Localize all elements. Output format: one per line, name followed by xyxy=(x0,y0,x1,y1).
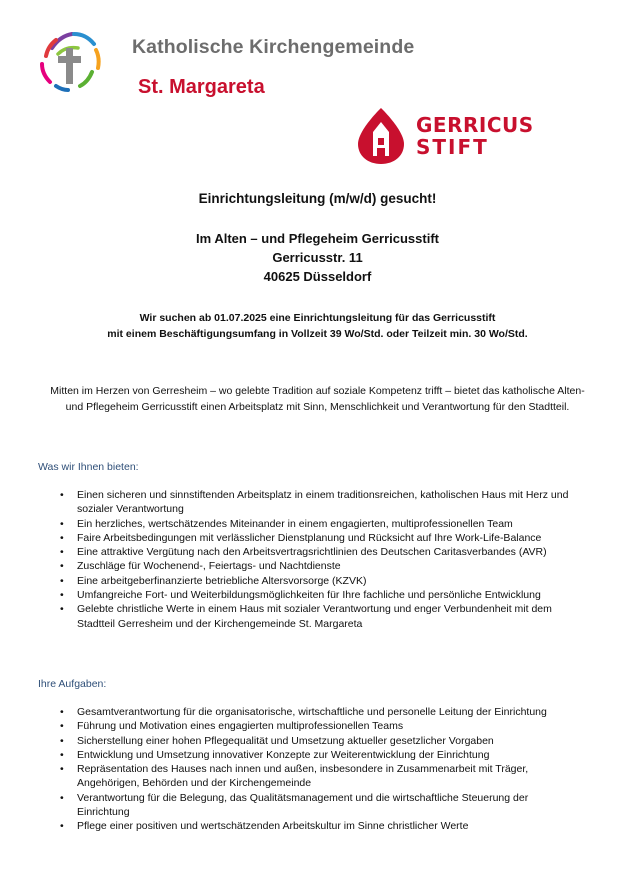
offer-heading: Was wir Ihnen bieten: xyxy=(38,461,139,473)
list-item xyxy=(60,602,580,631)
list-item-text: Pflege einer positiven und wertschätzenden Arbeitskultur im Sinne christlicher Werte xyxy=(77,820,469,833)
list-item-text: Faire Arbeitsbedingungen mit verlässlicher Dienstplanung und Rücksicht auf Ihre Work-Life-Balance xyxy=(77,531,542,544)
list-item xyxy=(60,517,580,531)
list-item xyxy=(60,588,580,602)
bullet-icon: • xyxy=(60,574,64,587)
list-item xyxy=(60,705,580,719)
list-item xyxy=(60,559,580,573)
bullet-icon: • xyxy=(60,589,64,602)
list-item-text: Gesamtverantwortung für die organisatorische, wirtschaftliche und personelle Leitung der Einrichtung xyxy=(77,706,547,718)
intro-statement xyxy=(0,310,635,342)
intro-line: mit einem Beschäftigungsumfang in Vollzeit 39 Wo/Std. oder Teilzeit min. 30 Wo/Std. xyxy=(107,328,528,340)
bullet-icon: • xyxy=(60,489,64,501)
parish-name: Katholische Kirchengemeinde xyxy=(132,36,415,58)
offer-list xyxy=(60,488,580,631)
bullet-icon: • xyxy=(60,603,64,616)
facility-address xyxy=(0,229,635,286)
list-item-text: Einen sicheren und sinnstiftenden Arbeitsplatz in einem traditionsreichen, katholischen Haus mit Herz und sozialer Verantwortung xyxy=(77,489,569,516)
paragraph-line: und Pflegeheim Gerricusstift einen Arbeitsplatz mit Sinn, Menschlichkeit und Verantwortung für den Stadtteil. xyxy=(65,401,570,413)
list-item xyxy=(60,719,580,733)
facility-street: Gerricusstr. 11 xyxy=(272,250,363,265)
list-item xyxy=(60,545,580,559)
stift-wordmark-line2: STIFT xyxy=(416,135,489,159)
paragraph-line: Mitten im Herzen von Gerresheim – wo gelebte Tradition auf soziale Kompetenz trifft – bietet das katholische Alten- xyxy=(50,385,585,397)
list-item-text: Repräsentation des Hauses nach innen und außen, insbesondere in Zusammenarbeit mit Träger, Angehörigen, Behörden und der Kirchengemeinde xyxy=(77,763,529,790)
list-item-text: Umfangreiche Fort- und Weiterbildungsmöglichkeiten für Ihre fachliche und persönliche Entwicklung xyxy=(77,589,541,602)
parish-cross-logo xyxy=(38,28,102,92)
list-item xyxy=(60,734,580,748)
tasks-heading: Ihre Aufgaben: xyxy=(38,678,107,690)
bullet-icon: • xyxy=(60,517,64,530)
bullet-icon: • xyxy=(60,763,64,776)
list-item xyxy=(60,791,580,820)
bullet-icon: • xyxy=(60,560,64,573)
bullet-icon: • xyxy=(60,820,64,833)
list-item-text: Eine attraktive Vergütung nach den Arbeitsvertragsrichtlinien des Deutschen Caritasverbandes (AVR) xyxy=(77,546,547,559)
bullet-icon: • xyxy=(60,531,64,544)
list-item-text: Führung und Motivation eines engagierten multiprofessionellen Teams xyxy=(77,720,404,733)
bullet-icon: • xyxy=(60,706,64,718)
list-item xyxy=(60,819,580,833)
tasks-list xyxy=(60,705,580,834)
bullet-icon: • xyxy=(60,546,64,559)
list-item xyxy=(60,748,580,762)
stift-wordmark xyxy=(416,115,534,157)
facility-name: Im Alten – und Pflegeheim Gerricusstift xyxy=(196,231,439,246)
list-item-text: Verantwortung für die Belegung, das Qualitätsmanagement und die wirtschaftliche Steuerung der Einrichtung xyxy=(77,791,529,819)
list-item-text: Eine arbeitgeberfinanzierte betriebliche Altersvorsorge (KZVK) xyxy=(77,574,367,587)
list-item xyxy=(60,531,580,545)
list-item xyxy=(60,762,580,791)
parish-subtitle: St. Margareta xyxy=(138,76,265,98)
list-item xyxy=(60,488,580,517)
list-item-text: Entwicklung und Umsetzung innovativer Konzepte zur Weiterentwicklung der Einrichtung xyxy=(77,748,490,761)
job-title: Einrichtungsleitung (m/w/d) gesucht! xyxy=(198,191,437,206)
stift-wordmark-line1: GERRICUS xyxy=(416,113,534,137)
bullet-icon: • xyxy=(60,748,64,761)
facility-city: 40625 Düsseldorf xyxy=(263,269,372,284)
list-item-text: Sicherstellung einer hohen Pflegequalität und Umsetzung aktueller gesetzlicher Vorgaben xyxy=(77,734,494,747)
list-item-text: Gelebte christliche Werte in einem Haus mit sozialer Verantwortung und enger Verbundenheit mit dem Stadtteil Gerresheim und der Kirchengemeinde St. Margareta xyxy=(77,603,552,630)
bullet-icon: • xyxy=(60,791,64,804)
bullet-icon: • xyxy=(60,720,64,733)
description-paragraph xyxy=(30,383,605,415)
bullet-icon: • xyxy=(60,734,64,747)
list-item xyxy=(60,574,580,588)
list-item-text: Ein herzliches, wertschätzendes Miteinander in einem engagierten, multiprofessionellen Team xyxy=(77,517,513,530)
intro-line: Wir suchen ab 01.07.2025 eine Einrichtungsleitung für das Gerricusstift xyxy=(139,312,496,324)
list-item-text: Zuschläge für Wochenend-, Feiertags- und Nachtdienste xyxy=(77,560,341,573)
